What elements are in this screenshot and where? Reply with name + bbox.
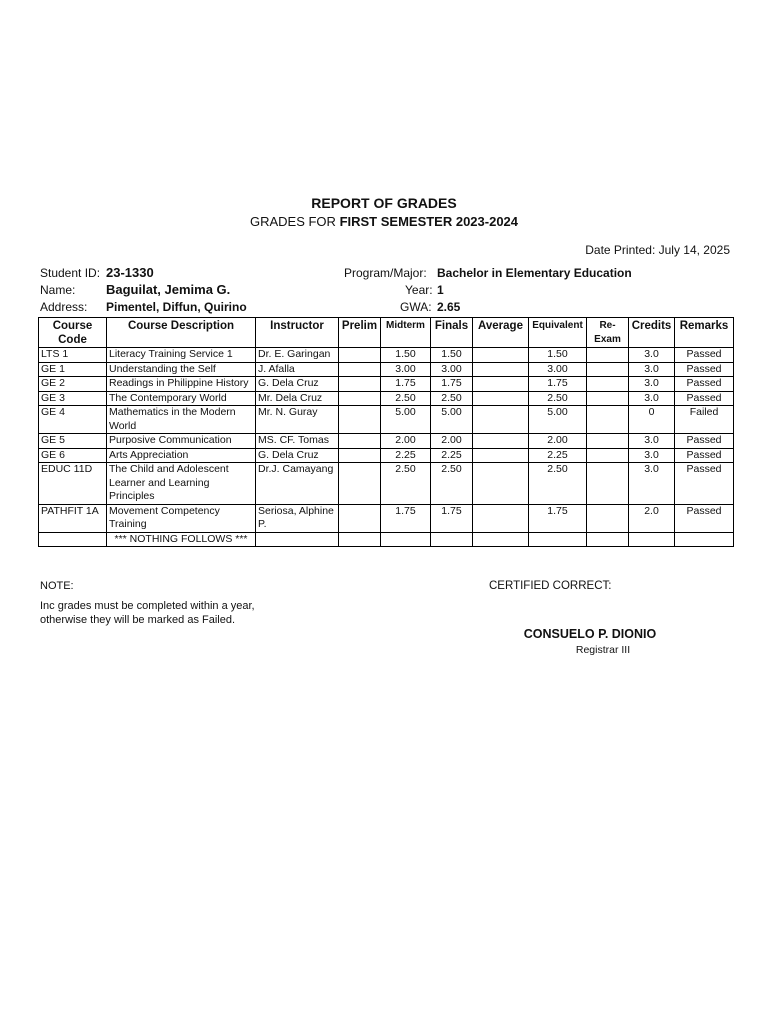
cell-instructor: G. Dela Cruz <box>256 377 339 392</box>
date-printed: Date Printed: July 14, 2025 <box>585 243 730 257</box>
header-finals: Finals <box>431 318 473 348</box>
student-name-label: Name: <box>40 283 76 297</box>
cell-credits: 3.0 <box>629 362 675 377</box>
cell-remarks: Passed <box>675 348 734 363</box>
footer-empty-cell <box>256 532 339 547</box>
cell-reexam <box>587 377 629 392</box>
cell-average <box>473 504 529 532</box>
table-row <box>39 377 734 392</box>
cell-code: GE 5 <box>39 434 107 449</box>
table-row <box>39 434 734 449</box>
cell-instructor: Seriosa, Alphine P. <box>256 504 339 532</box>
signer-name: CONSUELO P. DIONIO <box>523 627 657 641</box>
footer-empty-cell <box>587 532 629 547</box>
cell-midterm: 2.50 <box>381 391 431 406</box>
cell-midterm: 1.75 <box>381 504 431 532</box>
gwa-label: GWA: <box>400 300 432 314</box>
cell-credits: 3.0 <box>629 348 675 363</box>
cell-finals: 1.50 <box>431 348 473 363</box>
cell-average <box>473 377 529 392</box>
cell-description: Mathematics in the Modern World <box>107 406 256 434</box>
gwa-value: 2.65 <box>437 300 461 314</box>
cell-description: Readings in Philippine History <box>107 377 256 392</box>
cell-remarks: Passed <box>675 463 734 505</box>
cell-finals: 2.50 <box>431 463 473 505</box>
footer-empty-cell <box>431 532 473 547</box>
address-value: Pimentel, Diffun, Quirino <box>106 300 247 314</box>
cell-average <box>473 362 529 377</box>
table-row <box>39 391 734 406</box>
program-value: Bachelor in Elementary Education <box>437 266 632 280</box>
nothing-follows-text: *** NOTHING FOLLOWS *** <box>107 532 256 547</box>
cell-finals: 2.50 <box>431 391 473 406</box>
header-midterm: Midterm <box>381 318 431 348</box>
table-row <box>39 448 734 463</box>
cell-code: GE 2 <box>39 377 107 392</box>
cell-credits: 3.0 <box>629 391 675 406</box>
table-footer-row <box>39 532 734 547</box>
cell-average <box>473 391 529 406</box>
cell-midterm: 1.50 <box>381 348 431 363</box>
cell-finals: 5.00 <box>431 406 473 434</box>
table-header-row <box>39 318 734 348</box>
cell-credits: 2.0 <box>629 504 675 532</box>
footer-empty-cell <box>529 532 587 547</box>
cell-equivalent: 2.00 <box>529 434 587 449</box>
cell-credits: 3.0 <box>629 377 675 392</box>
cell-credits: 3.0 <box>629 463 675 505</box>
cell-average <box>473 434 529 449</box>
cell-average <box>473 406 529 434</box>
year-label: Year: <box>405 283 433 297</box>
header-course-code: Course Code <box>39 318 107 348</box>
cell-remarks: Passed <box>675 391 734 406</box>
cell-remarks: Passed <box>675 362 734 377</box>
cell-prelim <box>339 391 381 406</box>
cell-midterm: 2.50 <box>381 463 431 505</box>
cell-description: The Child and Adolescent Learner and Learning Principles <box>107 463 256 505</box>
cell-finals: 1.75 <box>431 504 473 532</box>
cell-equivalent: 1.50 <box>529 348 587 363</box>
student-id-value: 23-1330 <box>106 265 154 280</box>
footer-empty-cell <box>39 532 107 547</box>
cell-remarks: Passed <box>675 434 734 449</box>
cell-reexam <box>587 348 629 363</box>
cell-code: GE 4 <box>39 406 107 434</box>
footer-empty-cell <box>339 532 381 547</box>
cell-reexam <box>587 504 629 532</box>
cell-instructor: G. Dela Cruz <box>256 448 339 463</box>
note-text: Inc grades must be completed within a year, otherwise they will be marked as Failed. <box>40 600 255 626</box>
cell-prelim <box>339 448 381 463</box>
cell-equivalent: 3.00 <box>529 362 587 377</box>
footer-empty-cell <box>675 532 734 547</box>
cell-instructor: J. Afalla <box>256 362 339 377</box>
student-id-label: Student ID: <box>40 266 101 280</box>
cell-equivalent: 2.50 <box>529 463 587 505</box>
header-average: Average <box>473 318 529 348</box>
cell-average <box>473 348 529 363</box>
cell-prelim <box>339 377 381 392</box>
grades-table <box>38 317 734 547</box>
cell-description: Purposive Communication <box>107 434 256 449</box>
header-remarks: Remarks <box>675 318 734 348</box>
student-name-value: Baguilat, Jemima G. <box>106 282 231 297</box>
footer-empty-cell <box>629 532 675 547</box>
cell-instructor: Dr.J. Camayang <box>256 463 339 505</box>
cell-description: The Contemporary World <box>107 391 256 406</box>
cell-equivalent: 1.75 <box>529 504 587 532</box>
cell-remarks: Passed <box>675 448 734 463</box>
cell-midterm: 3.00 <box>381 362 431 377</box>
cell-instructor: Dr. E. Garingan <box>256 348 339 363</box>
cell-credits: 0 <box>629 406 675 434</box>
cell-instructor: MS. CF. Tomas <box>256 434 339 449</box>
table-row <box>39 463 734 505</box>
cell-average <box>473 463 529 505</box>
cell-finals: 2.00 <box>431 434 473 449</box>
cell-instructor: Mr. Dela Cruz <box>256 391 339 406</box>
subtitle-prefix: GRADES FOR <box>249 214 336 229</box>
cell-equivalent: 2.50 <box>529 391 587 406</box>
certified-label: CERTIFIED CORRECT: <box>489 580 612 592</box>
cell-finals: 2.25 <box>431 448 473 463</box>
cell-equivalent: 2.25 <box>529 448 587 463</box>
cell-reexam <box>587 406 629 434</box>
cell-credits: 3.0 <box>629 448 675 463</box>
table-row <box>39 362 734 377</box>
address-label: Address: <box>40 300 88 314</box>
cell-equivalent: 5.00 <box>529 406 587 434</box>
cell-reexam <box>587 434 629 449</box>
cell-reexam <box>587 448 629 463</box>
cell-description: Understanding the Self <box>107 362 256 377</box>
cell-reexam <box>587 463 629 505</box>
cell-midterm: 2.00 <box>381 434 431 449</box>
cell-prelim <box>339 348 381 363</box>
report-title: REPORT OF GRADES <box>311 195 457 211</box>
cell-remarks: Passed <box>675 377 734 392</box>
header-reexam: Re-Exam <box>587 318 629 348</box>
cell-prelim <box>339 434 381 449</box>
table-row <box>39 504 734 532</box>
cell-reexam <box>587 391 629 406</box>
header-equivalent: Equivalent <box>529 318 587 348</box>
cell-midterm: 2.25 <box>381 448 431 463</box>
cell-remarks: Passed <box>675 504 734 532</box>
cell-midterm: 1.75 <box>381 377 431 392</box>
signer-title: Registrar III <box>575 644 631 656</box>
cell-code: GE 3 <box>39 391 107 406</box>
cell-average <box>473 448 529 463</box>
footer-empty-cell <box>473 532 529 547</box>
cell-code: EDUC 11D <box>39 463 107 505</box>
program-label: Program/Major: <box>344 266 427 280</box>
cell-code: GE 6 <box>39 448 107 463</box>
cell-code: LTS 1 <box>39 348 107 363</box>
cell-finals: 3.00 <box>431 362 473 377</box>
note-label: NOTE: <box>40 580 74 592</box>
cell-reexam <box>587 362 629 377</box>
cell-code: PATHFIT 1A <box>39 504 107 532</box>
table-row <box>39 406 734 434</box>
header-instructor: Instructor <box>256 318 339 348</box>
cell-prelim <box>339 504 381 532</box>
cell-credits: 3.0 <box>629 434 675 449</box>
footer-empty-cell <box>381 532 431 547</box>
year-value: 1 <box>437 283 444 297</box>
cell-code: GE 1 <box>39 362 107 377</box>
table-row <box>39 348 734 363</box>
subtitle-term: FIRST SEMESTER 2023-2024 <box>339 214 519 229</box>
cell-prelim <box>339 463 381 505</box>
report-subtitle <box>0 214 768 229</box>
cell-instructor: Mr. N. Guray <box>256 406 339 434</box>
cell-equivalent: 1.75 <box>529 377 587 392</box>
cell-midterm: 5.00 <box>381 406 431 434</box>
cell-description: Literacy Training Service 1 <box>107 348 256 363</box>
cell-description: Arts Appreciation <box>107 448 256 463</box>
cell-description: Movement Competency Training <box>107 504 256 532</box>
cell-prelim <box>339 362 381 377</box>
cell-finals: 1.75 <box>431 377 473 392</box>
header-prelim: Prelim <box>339 318 381 348</box>
cell-prelim <box>339 406 381 434</box>
header-course-description: Course Description <box>107 318 256 348</box>
cell-remarks: Failed <box>675 406 734 434</box>
header-credits: Credits <box>629 318 675 348</box>
